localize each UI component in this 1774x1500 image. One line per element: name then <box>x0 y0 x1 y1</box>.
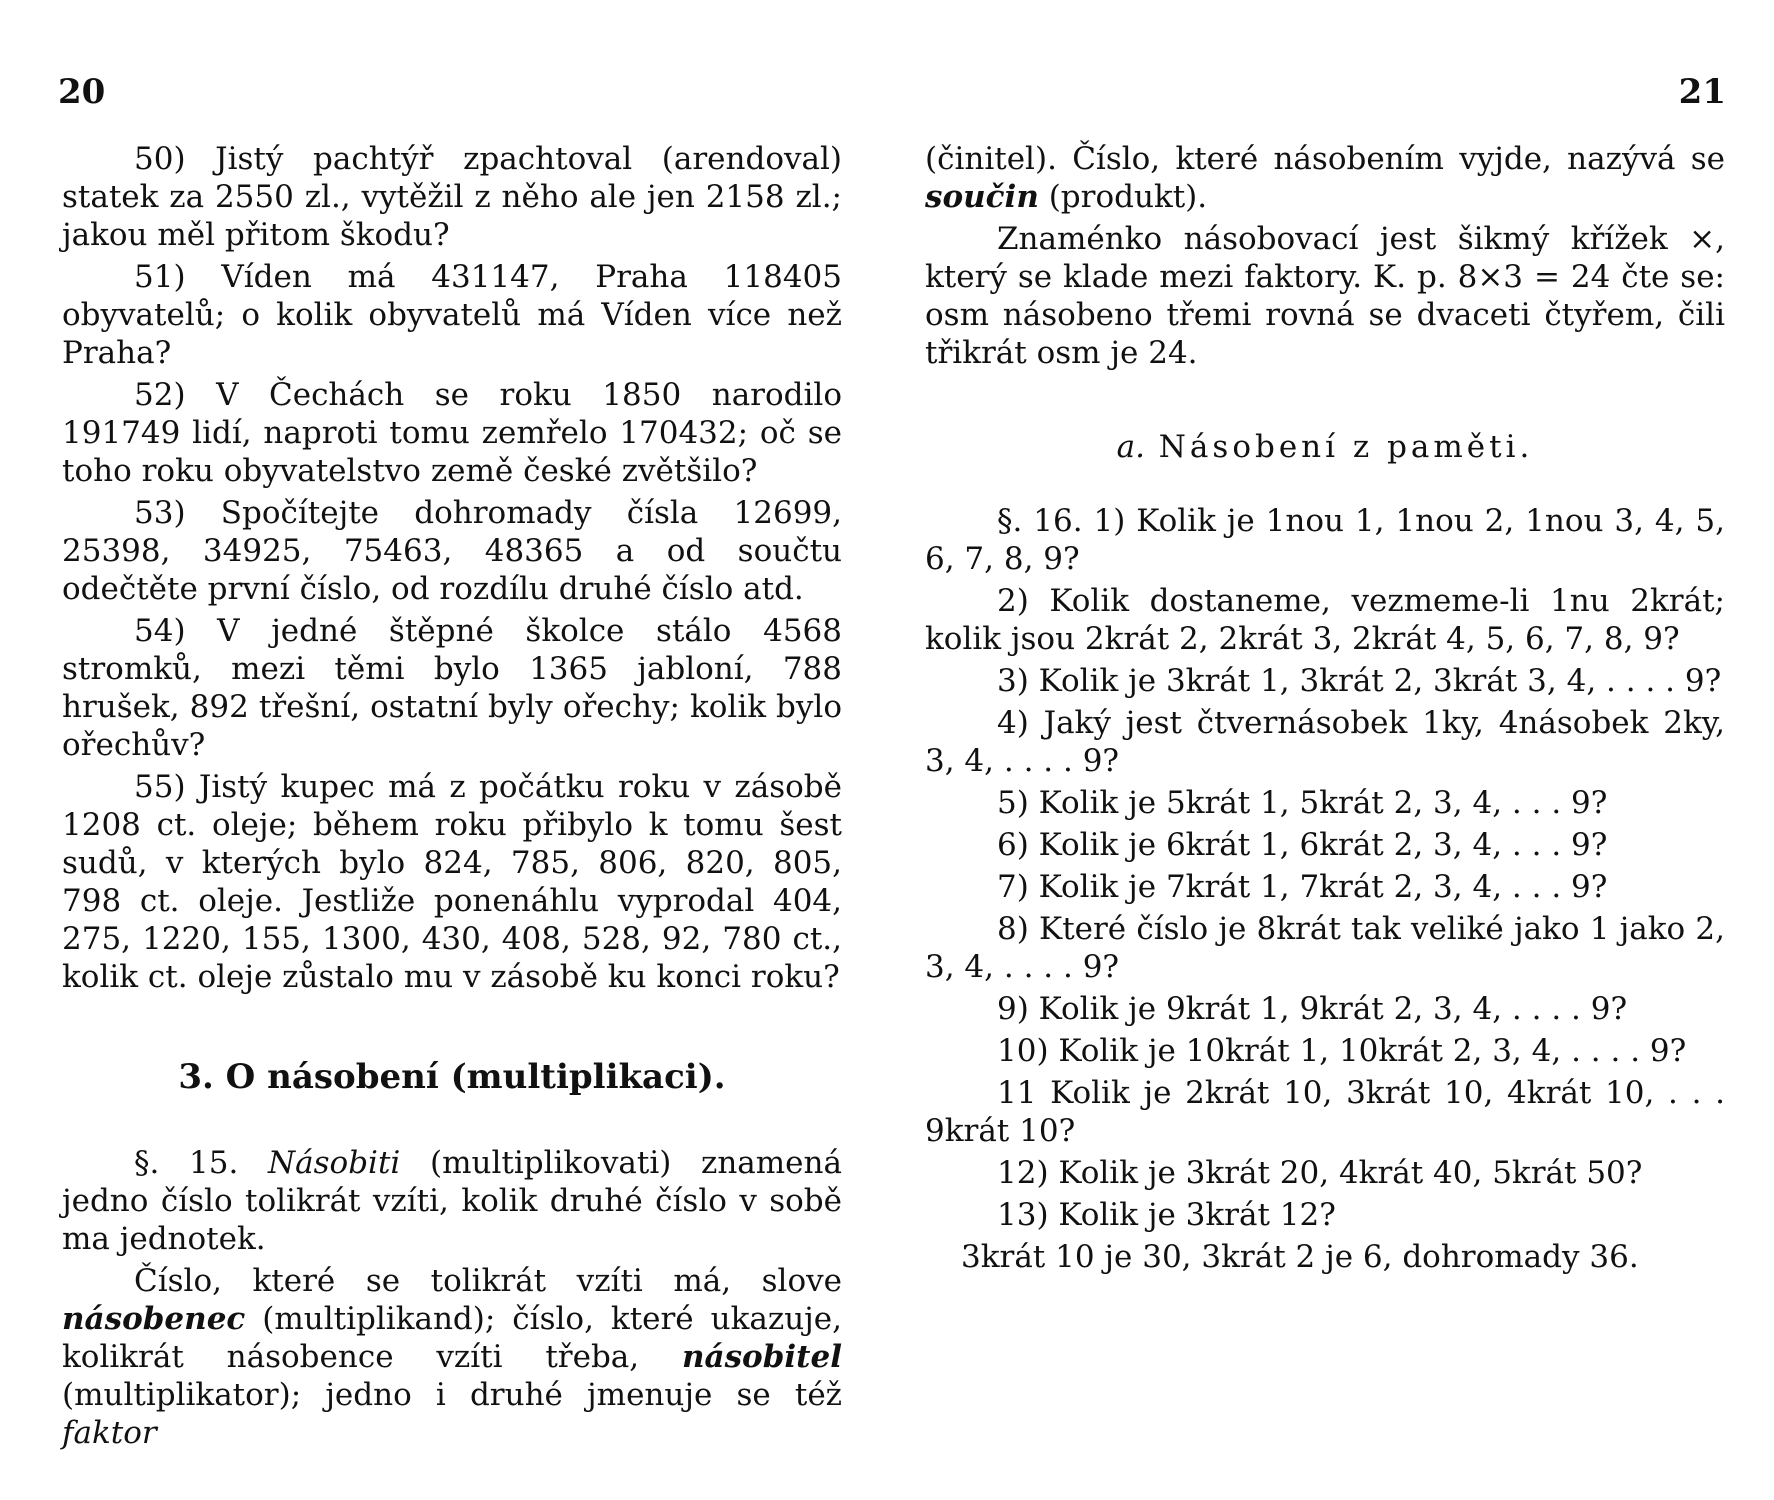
item-10: 10) Kolik je 10krát 1, 10krát 2, 3, 4, . . . . 9? <box>997 1033 1687 1069</box>
page-number: 21 <box>1678 72 1726 112</box>
item-7: 7) Kolik je 7krát 1, 7krát 2, 3, 4, . . . 9? <box>997 869 1608 905</box>
item-4: 4) Jaký jest čtvernásobek 1ky, 4násobek 2ky, 3, 4, . . . . 9? <box>925 705 1725 779</box>
item-6: 6) Kolik je 6krát 1, 6krát 2, 3, 4, . . . 9? <box>997 827 1608 863</box>
page-number: 20 <box>58 72 106 112</box>
exercise-52: 52) V Čechách se roku 1850 narodilo 191749 lidí, naproti tomu zemřelo 170432; oč se toho roku obyvatelstvo země české zvětšilo? <box>62 377 842 489</box>
paragraph-15: §. 15. Násobiti (multiplikovati) znamená jedno číslo tolikrát vzíti, kolik druhé číslo v sobě ma jednotek. <box>62 1145 842 1257</box>
item-16-1: §. 16. 1) Kolik je 1nou 1, 1nou 2, 1nou 3, 4, 5, 6, 7, 8, 9? <box>925 503 1725 577</box>
subsection-title: a. Násobení z paměti. <box>1116 429 1534 465</box>
paragraph-continuation: (činitel). Číslo, které násobením vyjde, nazývá se součin (produkt). <box>925 141 1725 215</box>
last-line: 3krát 10 je 30, 3krát 2 je 6, dohromady 36. <box>961 1239 1639 1275</box>
exercise-50: 50) Jistý pachtýř zpachtoval (arendoval) statek za 2550 zl., vytěžil z něho ale jen 2158 zl.; jakou měl přitom škodu? <box>62 141 842 253</box>
item-11: 11 Kolik je 2krát 10, 3krát 10, 4krát 10, . . . 9krát 10? <box>925 1075 1725 1149</box>
item-13: 13) Kolik je 3krát 12? <box>997 1197 1336 1233</box>
exercise-51: 51) Víden má 431147, Praha 118405 obyvatelů; o kolik obyvatelů má Víden více než Praha? <box>62 259 842 371</box>
item-3: 3) Kolik je 3krát 1, 3krát 2, 3krát 3, 4, . . . . 9? <box>997 663 1722 699</box>
item-2: 2) Kolik dostaneme, vezmeme-li 1nu 2krát; kolik jsou 2krát 2, 2krát 3, 2krát 4, 5, 6, 7, 8, 9? <box>925 583 1725 657</box>
right-column <box>925 140 1725 1280</box>
exercise-53: 53) Spočítejte dohromady čísla 12699, 25398, 34925, 75463, 48365 a od součtu odečtěte první číslo, od rozdílu druhé číslo atd. <box>62 495 842 607</box>
exercise-55: 55) Jistý kupec má z počátku roku v zásobě 1208 ct. oleje; během roku přibylo k tomu šest sudů, v kterých bylo 824, 785, 806, 820, 805, 798 ct. oleje. Jestliže ponenáhlu vyprodal 404, 275, 1220, 155, 1300, 430, 408, 528, 92, 780 ct., kolik ct. oleje zůstalo mu v zásobě ku konci roku? <box>62 769 842 995</box>
item-5: 5) Kolik je 5krát 1, 5krát 2, 3, 4, . . . 9? <box>997 785 1608 821</box>
right-page <box>887 0 1774 1500</box>
section-title: 3. O násobení (multiplikaci). <box>178 1057 726 1097</box>
exercise-54: 54) V jedné štěpné školce stálo 4568 stromků, mezi těmi bylo 1365 jabloní, 788 hrušek, 892 třešní, ostatní byly ořechy; kolik bylo ořechův? <box>62 613 842 763</box>
paragraph-cislo: Číslo, které se tolikrát vzíti má, slove násobenec (multiplikand); číslo, které ukazuje, kolikrát násobence vzíti třeba, násobitel (multiplikator); jedno i druhé jmenuje se též faktor <box>62 1263 842 1451</box>
paragraph-znamenko: Znaménko násobovací jest šikmý křížek ×, který se klade mezi faktory. K. p. 8×3 = 24 čte se: osm násobeno třemi rovná se dvaceti čtyřem, čili třikrát osm je 24. <box>925 221 1725 371</box>
term-nasobiti: Násobiti <box>268 1145 401 1181</box>
left-column <box>62 140 842 1456</box>
term-nasobitel: násobitel <box>681 1339 842 1375</box>
term-faktor: faktor <box>62 1415 157 1451</box>
item-8: 8) Které číslo je 8krát tak veliké jako 1 jako 2, 3, 4, . . . . 9? <box>925 911 1725 985</box>
term-soucin: součin <box>925 179 1039 215</box>
item-12: 12) Kolik je 3krát 20, 4krát 40, 5krát 50? <box>997 1155 1643 1191</box>
term-nasobenec: násobenec <box>62 1301 246 1337</box>
item-9: 9) Kolik je 9krát 1, 9krát 2, 3, 4, . . . . 9? <box>997 991 1628 1027</box>
